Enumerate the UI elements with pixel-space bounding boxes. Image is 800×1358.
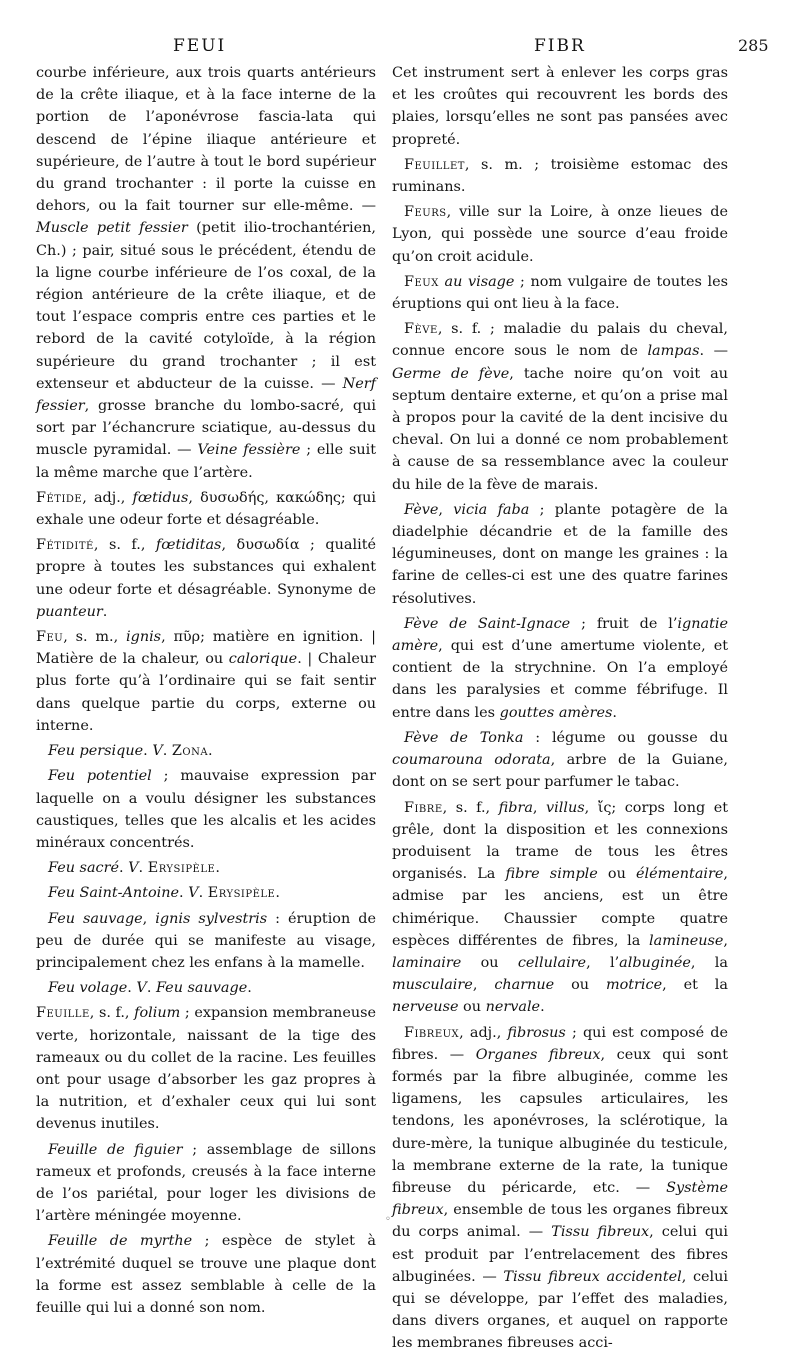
dictionary-entry: Feu volage. V. Feu sauvage. (48, 980, 252, 997)
dictionary-entry: Feuille, s. f., folium ; expansion membraneuse verte, horizontale, naissant de la tige des rameaux ou du collet de la racine. Les feuilles ont pour usage d’absorber les gaz propres à la nutrition, et d’exhaler ceux qui lui sont devenus inutiles. (36, 1005, 376, 1133)
dictionary-entry: Feu sauvage, ignis sylvestris : éruption de peu de durée qui se manifeste au visage, principalement chez les enfans à la mamelle. (36, 910, 376, 971)
dictionary-entry: Fève, s. f. ; maladie du palais du cheval, connue encore sous le nom de lampas. — Germe de fève, tache noire qu’on voit au septum dentaire externe, et qu’on a prise mal à propos pour la cavité de la dent incisive du cheval. On lui a donné ce nom probablement à cause de sa ressemblance avec la couleur du hile de la fève de marais. (392, 321, 728, 493)
dictionary-entry: Fibreux, adj., fibrosus ; qui est composé de fibres. — Organes fibreux, ceux qui sont formés par la fibre albuginée, comme les ligamens, les capsules articulaires, les tendons, les aponévroses, la sclérotique, la dure-mère, la tunique albuginée du testicule, la membrane externe de la rate, la tunique fibreuse du péricarde, etc. — Système fibreux, ensemble de tous les organes fibreux du corps animal. — Tissu fibreux, celui qui est produit par l’entrelacement des fibres albuginées. — Tissu fibreux accidentel, celui qui se développe, par l’effet des maladies, dans divers organes, et auquel on rapporte les membranes fibreuses acci- (392, 1024, 728, 1352)
printer-mark: ◦ (385, 1214, 391, 1225)
dictionary-entry: Feux au visage ; nom vulgaire de toutes les éruptions qui ont lieu à la face. (392, 273, 729, 313)
dictionary-entry: Feurs, ville sur la Loire, à onze lieues de Lyon, qui possède une source d’eau froide qu’on croit acidule. (392, 204, 728, 265)
dictionary-entry: Feuille de myrthe ; espèce de stylet à l’extrémité duquel se trouve une plaque dont la forme est assez semblable à celle de la feuille qui lui a donné son nom. (36, 1233, 377, 1316)
dictionary-entry: Fibre, s. f., fibra, villus, ἴς; corps long et grêle, dont la disposition et les connexions produisent la trame de tous les êtres organisés. La fibre simple ou élémentaire, admise par les anciens, est un être chimérique. Chaussier compte quatre espèces différentes de fibres, la lamineuse, laminaire ou cellulaire, l’albuginée, la musculaire, charnue ou motrice, et la nerveuse ou nervale. (392, 799, 729, 1016)
dictionary-entry: Fève, vicia faba ; plante potagère de la diadelphie décandrie et de la famille des légumineuses, dont on mange les graines : la farine de celles-ci est une des quatre farines résolutives. (392, 501, 728, 607)
right-column (392, 62, 728, 1358)
dictionary-entry: Feu Saint-Antoine. V. Erysipèle. (48, 885, 280, 902)
dictionary-entry: Fétide, adj., fœtidus, δυσωδής, κακώδης; qui exhale une odeur forte et désagréable. (36, 489, 376, 529)
dictionary-entry: Feuillet, s. m. ; troisième estomac des ruminans. (392, 156, 728, 196)
dictionary-entry: Fève de Saint-Ignace ; fruit de l’ignatie amère, qui est d’une amertume violente, et contient de la strychnine. On l’a employé dans les paralysies et comme fébrifuge. Il entre dans les gouttes amères. (392, 615, 728, 721)
dictionary-entry: Cet instrument sert à enlever les corps gras et les croûtes qui recouvrent les bords des plaies, lorsqu’elles ne sont pas pansées avec propreté. (392, 65, 728, 148)
running-head-left: FEUI (173, 36, 227, 56)
dictionary-entry: Fétidité, s. f., fœtiditas, δυσωδία ; qualité propre à toutes les substances qui exhalent une odeur forte et désagréable. Synonyme de puanteur. (36, 537, 376, 620)
dictionary-entry: Feuille de figuier ; assemblage de sillons rameux et profonds, creusés à la face interne de l’os pariétal, pour loger les divisions de l’artère méningée moyenne. (36, 1141, 376, 1225)
dictionary-entry: courbe inférieure, aux trois quarts antérieurs de la crête iliaque, et à la face interne de la portion de l’aponévrose fascia-lata qui descend de l’épine iliaque antérieure et supérieure, de l’autre à tout le bord supérieur du grand trochanter : il porte la cuisse en dehors, ou la fait tourner sur elle-même. — Muscle petit fessier (petit ilio-trochantérien, Ch.) ; pair, situé sous le précédent, étendu de la ligne courbe inférieure de l’os coxal, de la région antérieure de la crête iliaque, et de tout l’espace compris entre ces parties et le rebord de la cavité cotyloïde, à la région supérieure du grand trochanter ; il est extenseur et abducteur de la cuisse. — Nerf fessier, grosse branche du lombo-sacré, qui sort par l’échancrure sciatique, au-dessus du muscle pyramidal. — Veine fessière ; elle suit la même marche que l’artère. (36, 65, 376, 481)
running-head-right: FIBR (534, 36, 586, 56)
page-number: 285 (738, 36, 769, 55)
dictionary-entry: Fève de Tonka : légume ou gousse du coumarouna odorata, arbre de la Guiane, dont on se sert pour parfumer le tabac. (392, 729, 729, 791)
dictionary-entry: Feu, s. m., ignis, πῦρ; matière en ignition. | Matière de la chaleur, ou calorique. | Chaleur plus forte qu’à l’ordinaire qui se fait sentir dans quelque partie du corps, externe ou interne. (36, 629, 376, 734)
dictionary-entry: Feu potentiel ; mauvaise expression par laquelle on a voulu désigner les substances caustiques, telles que les alcalis et les acides minéraux concentrés. (36, 768, 376, 851)
left-column (36, 62, 376, 1322)
dictionary-entry: Feu persique. V. Zona. (48, 743, 213, 760)
dictionary-entry: Feu sacré. V. Erysipèle. (48, 860, 220, 877)
